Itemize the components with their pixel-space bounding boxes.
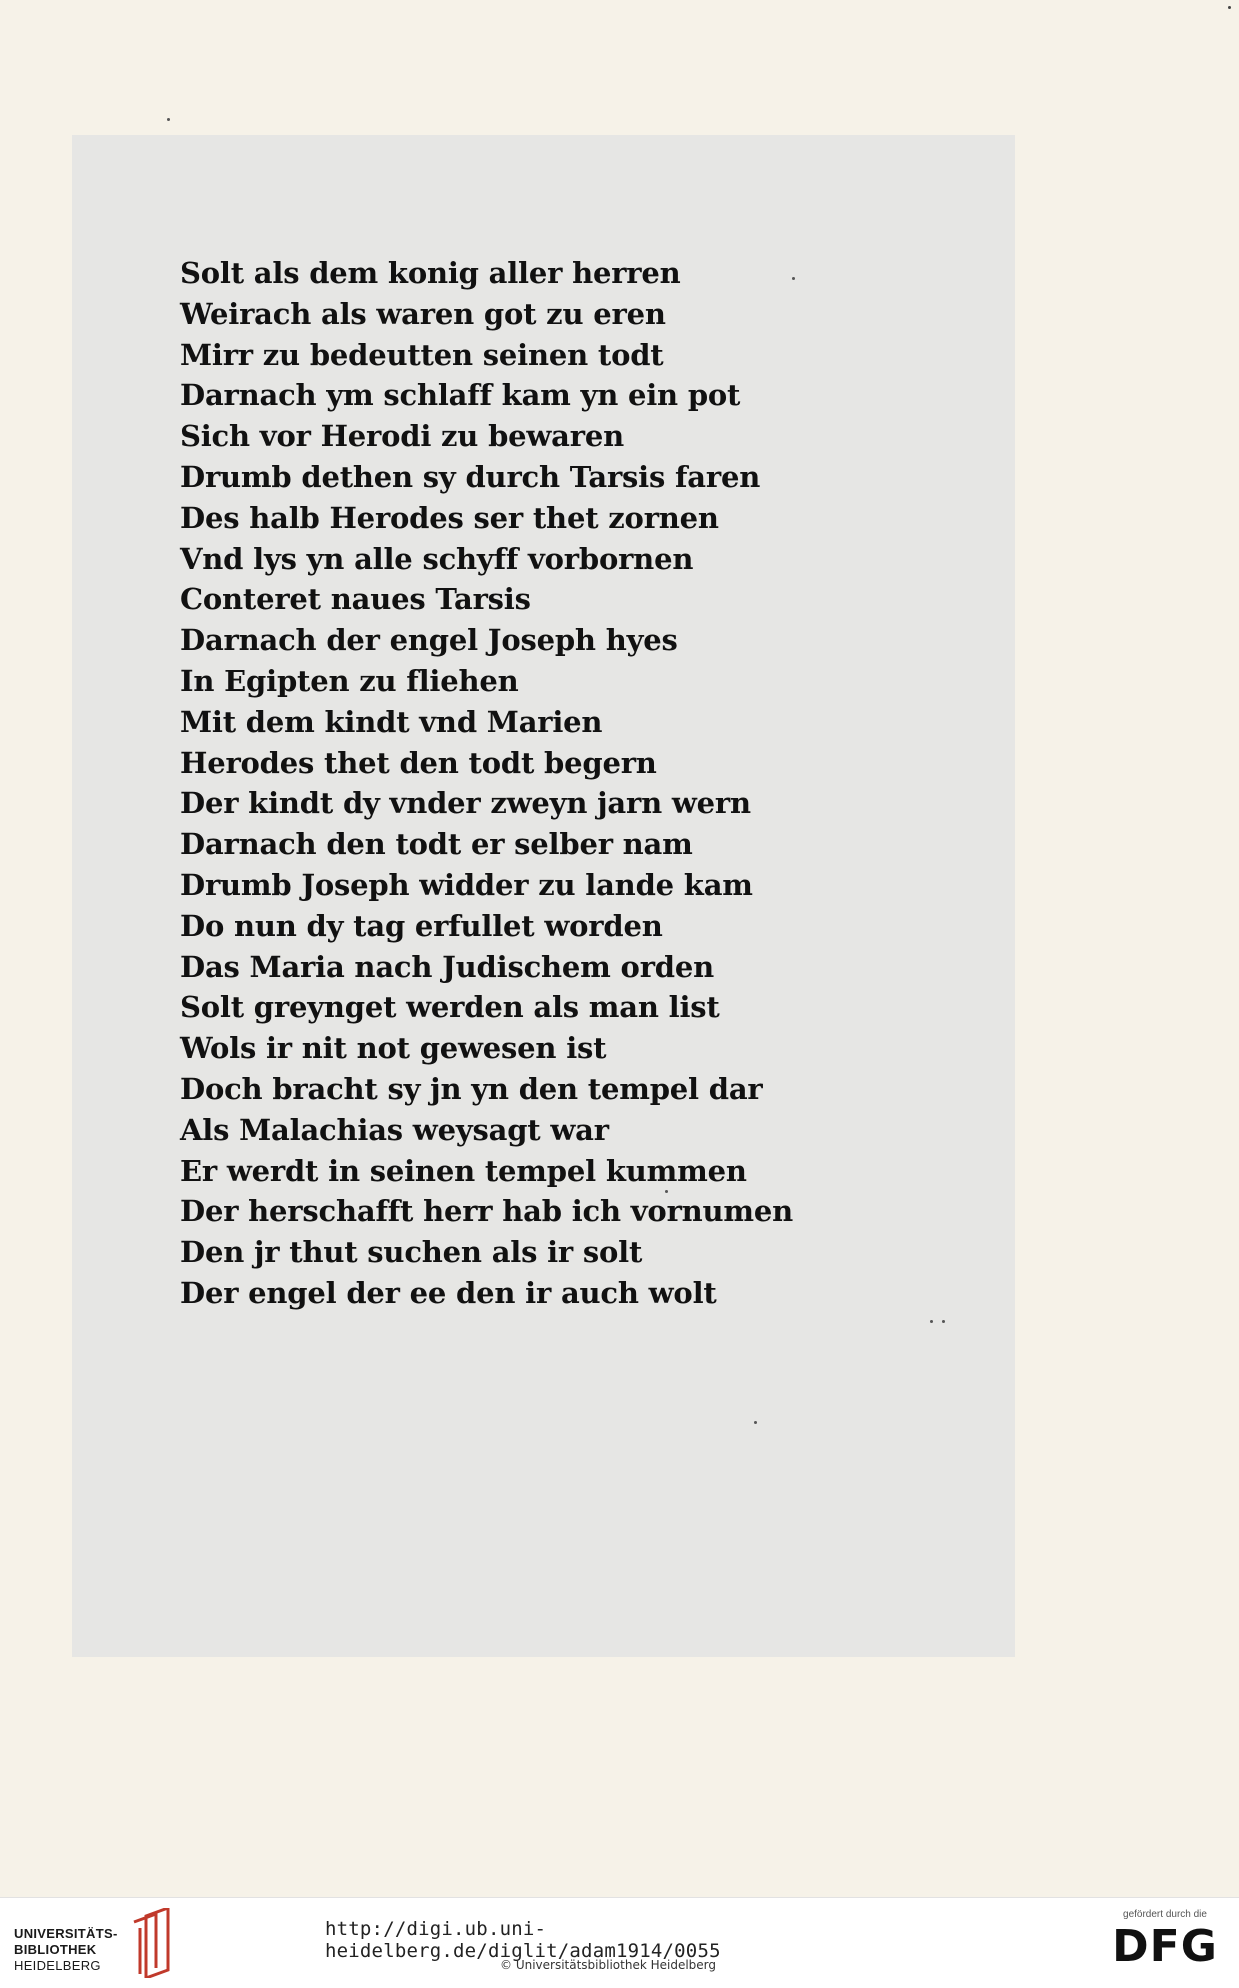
verse-line: Drumb Joseph widder zu lande kam: [180, 867, 753, 902]
scan-speck: [754, 1421, 757, 1424]
verse-line: Do nun dy tag erfullet worden: [180, 908, 663, 943]
verse-line: Darnach der engel Joseph hyes: [180, 623, 678, 658]
scan-speck: [167, 118, 170, 121]
scan-speck: [942, 1320, 945, 1323]
dfg-logo: DFG: [1112, 1921, 1218, 1972]
permalink-url[interactable]: http://digi.ub.uni-heidelberg.de/diglit/adam1914/0055: [325, 1918, 721, 1962]
funder-block: [1100, 1908, 1230, 1972]
verse-line: Der herschafft herr hab ich vornumen: [180, 1194, 794, 1229]
verse-line: Des halb Herodes ser thet zornen: [180, 500, 719, 535]
scan-speck: [930, 1320, 933, 1323]
verse-line: Mit dem kindt vnd Marien: [180, 704, 603, 739]
verse-line: Er werdt in seinen tempel kummen: [180, 1153, 747, 1188]
verse-line: Der kindt dy vnder zweyn jarn wern: [180, 786, 751, 821]
verse-line: Doch bracht sy jn yn den tempel dar: [180, 1071, 763, 1106]
verse-line: Drumb dethen sy durch Tarsis faren: [180, 459, 761, 494]
verse-line: Sich vor Herodi zu bewaren: [180, 419, 624, 454]
footer-bar: [0, 1897, 1239, 1988]
verse-line: Vnd lys yn alle schyff vorbornen: [180, 541, 694, 576]
scan-speck: [1228, 6, 1231, 9]
library-name: [14, 1926, 118, 1974]
verse-line: Darnach ym schlaff kam yn ein pot: [180, 378, 741, 413]
verse-line: Darnach den todt er selber nam: [180, 827, 693, 862]
library-name-line: HEIDELBERG: [14, 1958, 101, 1973]
verse-line: Mirr zu bedeutten seinen todt: [180, 337, 664, 372]
verse-line: Wols ir nit not gewesen ist: [180, 1031, 607, 1066]
verse-line: Den jr thut suchen als ir solt: [180, 1235, 643, 1270]
copyright-notice: © Universitätsbibliothek Heidelberg: [500, 1958, 717, 1972]
funded-by-label: gefördert durch die: [1123, 1909, 1207, 1920]
verse-line: Herodes thet den todt begern: [180, 745, 657, 780]
verse-line: Conteret naues Tarsis: [180, 582, 531, 617]
verse-line: Der engel der ee den ir auch wolt: [180, 1275, 717, 1310]
verse-line: Weirach als waren got zu eren: [180, 296, 666, 331]
blackletter-verse: [180, 253, 820, 1314]
verse-line: Das Maria nach Judischem orden: [180, 949, 714, 984]
verse-line: Solt als dem konig aller herren: [180, 256, 681, 290]
library-logo-icon: [128, 1908, 174, 1978]
library-name-line: BIBLIOTHEK: [14, 1942, 97, 1957]
library-name-line: UNIVERSITÄTS-: [14, 1926, 118, 1941]
verse-line: Als Malachias weysagt war: [180, 1112, 609, 1147]
verse-line: In Egipten zu fliehen: [180, 663, 519, 698]
verse-line: Solt greynget werden als man list: [180, 990, 720, 1025]
